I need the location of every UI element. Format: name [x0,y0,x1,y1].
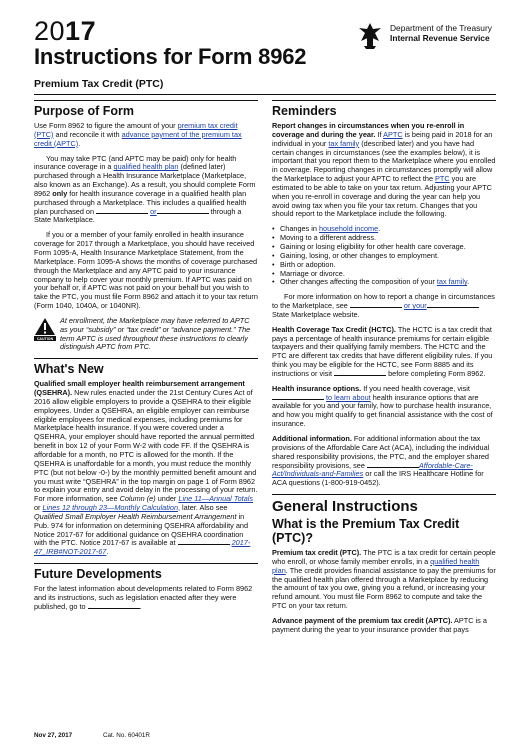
changes-list [272,225,496,287]
tax-family-link[interactable]: tax family [328,138,360,148]
whats-new-heading: What's New [34,358,258,376]
caution-note [34,317,258,352]
health-options-paragraph: Health insurance options. If you need health coverage, visit to learn about health insurance options that are available for you and your family, how to purchase health insurance, and how you might qualify to get financial assistance with the cost of insurance. [272,383,493,429]
header-divider [34,94,496,95]
qualified-health-plan-link[interactable]: qualified health plan [113,162,179,172]
list-item: • Other changes affecting the composition of your tax family. [272,278,496,287]
treasury-eagle-logo-icon [355,20,385,50]
future-developments-paragraph: For the latest information about developments related to Form 8962 and its instructions, such as legislation enacted after they were published, go to . [34,584,253,611]
learn-about-link[interactable]: to learn about [326,392,371,402]
qualified-health-plan-link[interactable]: qualified health plan [272,556,480,575]
agency-line-1: Department of the Treasury [390,23,492,33]
left-column [34,100,258,618]
caution-icon [34,317,56,341]
hctc-paragraph: Health Coverage Tax Credit (HCTC). The HCTC is a tax credit that pays a percentage of health insurance premiums for certain eligible taxpayers and their qualifying family members. The HCTC and the PTC are different tax credits that have different eligibility rules. If you think you may be eligible for the HCTC, see Form 8885 and its instructions or visit before completing Form 8962. [272,324,493,378]
blank-link[interactable] [427,307,479,308]
blank-link[interactable] [88,608,140,609]
ptc-link[interactable]: PTC [435,174,450,184]
aptc-paragraph: Advance payment of the premium tax credit (APTC). APTC is a payment during the year to your insurance provider that pays [272,615,487,634]
agency-block [390,23,492,43]
blank-link[interactable] [178,544,230,545]
qsehra-paragraph: Qualified small employer health reimbursement arrangement (QSEHRA). New rules enacted under the 21st Century Cures Act of 2016 allow eligible employers to provide a QSEHRA to their eligible employees. Under a QSEHRA, an eligible employer can reimburse eligible employees for medical expenses, including premiums for Marketplace health insurance. If you were covered under a QSEHRA, your employer should have reported the annual permitted benefit in box 12 of your Form W-2 with code FF. If the QSEHRA is affordable for a month, no PTC is allowed for the month. If the QSEHRA is unaffordable for a month, you must reduce the monthly PTC (but not below -0-) by the monthly permitted benefit amount and you must write “QSEHRA” in the top margin on page 1 of Form 8962 to explain your entry and avoid delay in the processing of your return. For more information, see Column (e) under Line 11—Annual Totals or Lines 12 through 23—Monthly Calculation, later. Also see Qualified Small Employer Health Reimbursement Arrangement in Pub. 974 for information on determining QSEHRA affordability and Notice 2017-67 for additional guidance on QSEHRA coordination with the PTC. Notice 2017-67 is available at 2017-47_IRB#NOT-2017-67. [34,379,258,557]
blank-link[interactable] [157,213,209,214]
agency-line-2: Internal Revenue Service [390,33,490,43]
line-11-link[interactable]: Line 11—Annual Totals [178,494,254,504]
list-item: • Gaining or losing eligibility for other health care coverage. [272,243,496,252]
tax-family-link[interactable]: tax family [436,277,468,287]
blank-link[interactable] [96,213,148,214]
right-column [272,100,496,641]
list-item: • Birth or adoption. [272,261,496,270]
reminders-paragraph-1: Report changes in circumstances when you re-enroll in coverage and during the year. If APTC is being paid in 2018 for an individual in your tax family (described later) and you have had certain changes in circumstances (see the examples below), it is important that you report them to the Marketplace where you enrolled in coverage. Reporting changes in circumstances promptly will allow the Marketplace to adjust your APTC to reflect the PTC you are estimated to be able to take on your tax return. Adjusting your APTC when you re-enroll in coverage and during the year can help you avoid owing tax when you file your tax return. Changes that you should report to the Marketplace include the following. [272,121,496,219]
notice-2017-67-link[interactable]: 2017-47_IRB#NOT-2017-67 [34,538,251,557]
future-developments-heading: Future Developments [34,563,258,581]
aca-individuals-link[interactable]: Affordable-Care-Act/Individuals-and-Families [272,460,473,479]
general-instructions-heading: General Instructions [272,494,496,515]
purpose-heading: Purpose of Form [34,100,258,118]
additional-info-paragraph: Additional information. For additional information about the tax provisions of the Affordable Care Act (ACA), including the individual shared responsibility provisions, the PTC, and the employer shared responsibility provisions, see Affordable-Care-Act/Individuals-and-Families or call the IRS Healthcare Hotline for ACA questions (1-800-919-0452). [272,434,490,488]
reminders-heading: Reminders [272,100,496,118]
what-is-ptc-heading: What is the Premium Tax Credit (PTC)? [272,517,460,546]
svg-text:CAUTION: CAUTION [36,336,54,341]
household-income-link[interactable]: household income [318,224,379,234]
blank-link[interactable] [334,375,386,376]
purpose-paragraph-2: You may take PTC (and APTC may be paid) only for health insurance coverage in a qualified health plan (defined later) purchased through a Health Insurance Marketplace (Marketplace, also known as an Exchange). As a result, you should complete Form 8962 only for health insurance coverage in a qualified health plan purchased through a Marketplace. This includes a qualified health plan purchased on or through a State Marketplace. [34,153,256,225]
blank-link[interactable] [350,307,402,308]
list-item: • Changes in household income. [272,225,496,234]
blank-link[interactable] [367,467,419,468]
footer-date: Nov 27, 2017 [34,732,73,739]
footer-cat-number: Cat. No. 60401R [103,732,150,739]
ptc-link[interactable]: premium tax credit (PTC) [34,121,238,139]
blank-link[interactable] [272,399,324,400]
form-year: 2017 [34,16,97,46]
purpose-paragraph-1: Use Form 8962 to figure the amount of your premium tax credit (PTC) and reconcile it with advance payment of the premium tax credit (APTC). [34,121,242,148]
aptc-link[interactable]: APTC [383,129,403,139]
list-item: • Marriage or divorce. [272,270,496,279]
or-your-link[interactable]: or your [403,301,427,311]
reminders-paragraph-2: For more information on how to report a change in circumstances to the Marketplace, see or your State Marketplace website. [272,292,495,319]
ptc-paragraph: Premium tax credit (PTC). The PTC is a tax credit for certain people who enroll, or whose family member enrolls, in a qualified health plan. The credit provides financial assistance to pay the premiums for the qualified health plan offered through a Marketplace by reducing the amount of tax you owe, giving you a refund, or increasing your refund amount. You must file Form 8962 to compute and take the PTC on your tax return. [272,548,496,611]
lines-12-23-link[interactable]: Lines 12 through 23—Monthly Calculation [42,503,178,513]
caution-text: At enrollment, the Marketplace may have referred to APTC as your “subsidy” or “tax credit” or “advance payment.” The term APTC is used throughout these instructions to clearly distinguish APTC from PTC. [60,315,251,352]
list-item: • Moving to a different address. [272,234,496,243]
page-title: Instructions for Form 8962 [34,44,307,69]
page-subtitle: Premium Tax Credit (PTC) [34,78,164,90]
or-link[interactable]: or [150,206,157,216]
aptc-link[interactable]: advance payment of the premium tax credit (APTC) [34,129,242,148]
purpose-paragraph-3: If you or a member of your family enrolled in health insurance coverage for 2017 through a Marketplace, you should have received Form 1095-A, Health Insurance Marketplace Statement, from the Marketplace. Form 1095-A shows the months of coverage purchased through the Marketplace and any APTC paid to your insurance company to help cover your monthly premium. If APTC was paid on your behalf or, if APTC was not paid on your behalf but you wish to take the PTC, you must file Form 8962 and attach it to your tax return (Form 1040, 1040A, or 1040NR). [34,230,258,311]
list-item: • Gaining, losing, or other changes to employment. [272,252,496,261]
